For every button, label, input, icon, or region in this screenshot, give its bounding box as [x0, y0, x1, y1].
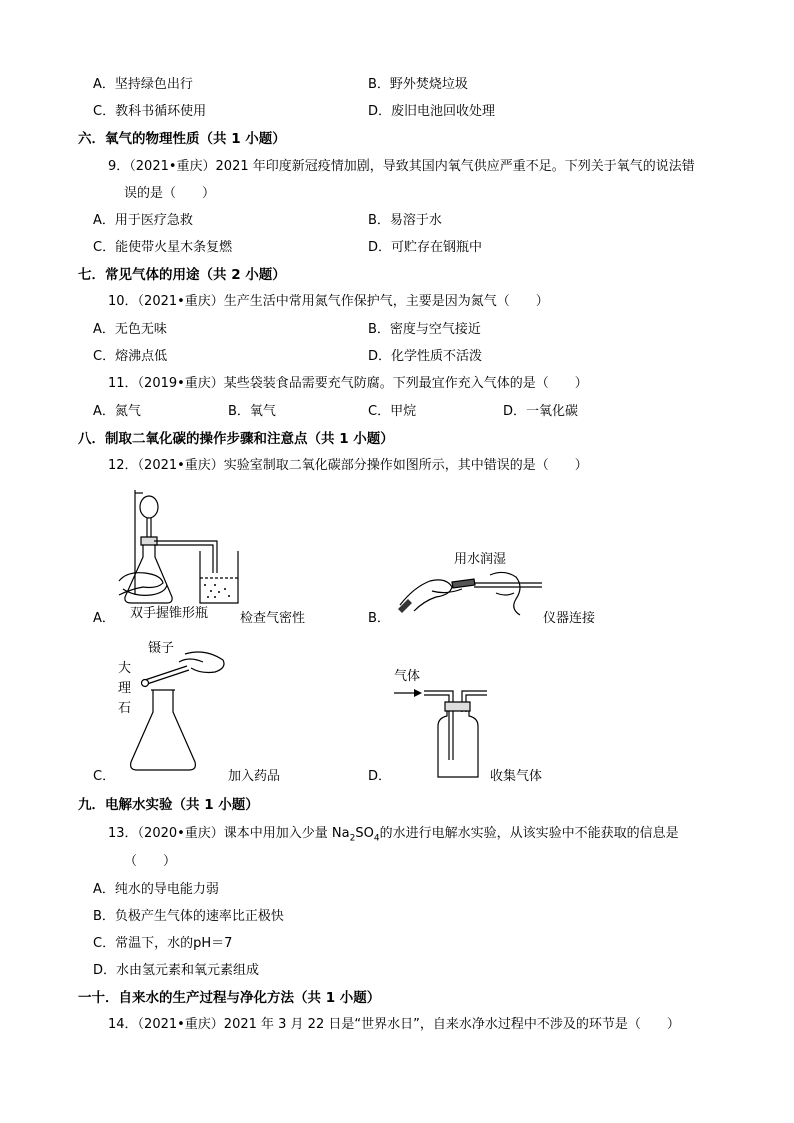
q13-option-c: C．常温下，水的pH＝7 — [93, 936, 233, 951]
q9-option-d: D．可贮存在钢瓶中 — [368, 240, 483, 255]
q12-option-c-caption: 加入药品 — [228, 769, 281, 784]
q13-formula-sub1: 2 — [349, 833, 356, 844]
figure-d-gas-label: 气体 — [394, 669, 421, 684]
q12-option-c-letter: C． — [93, 769, 116, 784]
q14-stem: 14．（2021•重庆）2021 年 3 月 22 日是“世界水日”，自来水净水过程中不涉及的环节是（ ） — [108, 1017, 680, 1032]
figure-c-marble-label-3: 石 — [118, 701, 132, 716]
figure-c-adding-reagent — [125, 650, 230, 775]
figure-c-tweezers-label: 镊子 — [148, 641, 175, 656]
q13-stem-line2: （ ） — [124, 854, 177, 869]
q13-option-d: D．水由氢元素和氧元素组成 — [93, 963, 260, 978]
q12-option-a-letter: A． — [93, 611, 115, 626]
q12-option-b-caption: 仪器连接 — [543, 611, 596, 626]
q8-option-d: D．废旧电池回收处理 — [368, 104, 496, 119]
figure-b-apparatus-connection — [392, 565, 552, 620]
q13-option-b: B．负极产生气体的速率比正极快 — [93, 909, 284, 924]
q13-formula-sub2: 4 — [373, 833, 380, 844]
q10-stem: 10．（2021•重庆）生产生活中常用氮气作保护气，主要是因为氮气（ ） — [108, 294, 549, 309]
q10-option-b: B．密度与空气接近 — [368, 322, 481, 337]
q10-option-d: D．化学性质不活泼 — [368, 349, 483, 364]
q13-option-a: A．纯水的导电能力弱 — [93, 882, 219, 897]
q9-stem-line1: 9．（2021•重庆）2021 年印度新冠疫情加剧，导致其国内氧气供应严重不足。下列关于氧气的说法错 — [108, 159, 695, 174]
q12-option-a-caption: 检查气密性 — [240, 611, 306, 626]
q13-formula-mid: SO — [355, 826, 374, 841]
figure-b-label: 用水润湿 — [454, 552, 507, 567]
q11-stem: 11．（2019•重庆）某些袋装食品需要充气防腐。下列最宜作充入气体的是（ ） — [108, 376, 588, 391]
q8-option-b: B．野外焚烧垃圾 — [368, 77, 468, 92]
q11-option-d: D．一氧化碳 — [503, 404, 579, 419]
q9-option-b: B．易溶于水 — [368, 213, 442, 228]
section-title-10: 一十．自来水的生产过程与净化方法（共 1 小题） — [78, 990, 381, 1006]
figure-c-marble-label-1: 大 — [118, 661, 132, 676]
q11-option-a: A．氮气 — [93, 404, 141, 419]
q12-stem: 12．（2021•重庆）实验室制取二氧化碳部分操作如图所示，其中错误的是（ ） — [108, 458, 588, 473]
figure-d-gas-collection — [390, 682, 500, 782]
q11-option-c: C．甲烷 — [368, 404, 417, 419]
q8-option-a: A．坚持绿色出行 — [93, 77, 193, 92]
q12-option-d-letter: D． — [368, 769, 392, 784]
q10-option-a: A．无色无味 — [93, 322, 167, 337]
q8-option-c: C．教科书循环使用 — [93, 104, 207, 119]
q13-stem-pre: 13．（2020•重庆）课本中用加入少量 Na — [108, 826, 350, 841]
q9-option-c: C．能使带火星木条复燃 — [93, 240, 233, 255]
figure-a-airtightness-check — [105, 485, 245, 615]
q9-stem-line2: 误的是（ ） — [124, 186, 216, 201]
section-title-9: 九．电解水实验（共 1 小题） — [78, 797, 259, 813]
figure-c-marble-label-2: 理 — [118, 681, 132, 696]
section-title-8: 八．制取二氧化碳的操作步骤和注意点（共 1 小题） — [78, 431, 394, 447]
section-title-6: 六．氧气的物理性质（共 1 小题） — [78, 131, 286, 147]
q11-option-b: B．氧气 — [228, 404, 276, 419]
q9-option-a: A．用于医疗急救 — [93, 213, 193, 228]
q12-option-d-caption: 收集气体 — [490, 769, 543, 784]
q13-stem-post: 的水进行电解水实验，从该实验中不能获取的信息是 — [379, 826, 679, 841]
q13-stem-line1 — [108, 825, 679, 848]
q12-option-b-letter: B． — [368, 611, 390, 626]
q10-option-c: C．熔沸点低 — [93, 349, 168, 364]
figure-a-label: 双手握锥形瓶 — [130, 606, 209, 621]
section-title-7: 七．常见气体的用途（共 2 小题） — [78, 267, 286, 283]
